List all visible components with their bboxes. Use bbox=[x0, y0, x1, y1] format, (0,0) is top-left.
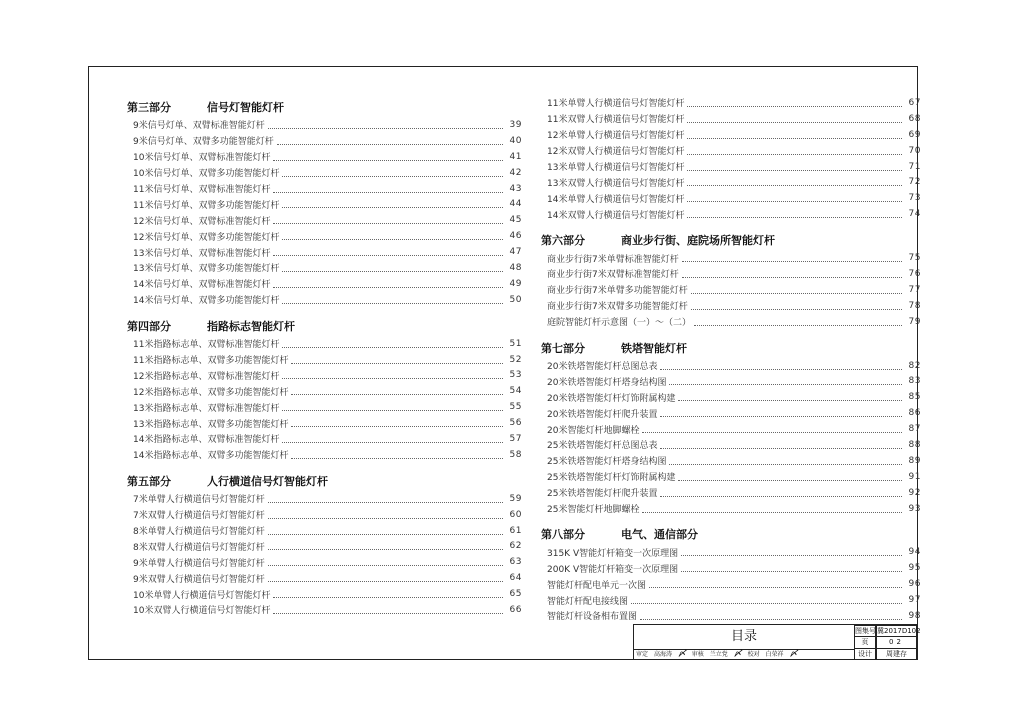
toc-entry-text: 20米智能灯杆地脚螺栓 bbox=[547, 425, 640, 436]
dot-leader bbox=[282, 264, 503, 272]
dot-leader bbox=[687, 194, 902, 202]
section-heading bbox=[541, 526, 921, 544]
section-title: 铁塔智能灯杆 bbox=[621, 341, 687, 355]
toc-entry-page: 41 bbox=[509, 151, 522, 162]
section-number: 第四部分 bbox=[127, 319, 171, 333]
dot-leader bbox=[268, 574, 503, 582]
toc-entry-page: 45 bbox=[509, 215, 522, 226]
toc-entry-text: 商业步行街7米双臂标准智能灯杆 bbox=[547, 270, 679, 281]
toc-entry-text: 13米信号灯单、双臂多功能智能灯杆 bbox=[133, 264, 280, 275]
toc-entry-page: 39 bbox=[509, 119, 522, 130]
toc-entry[interactable] bbox=[127, 212, 522, 228]
title-block-title: 目录 bbox=[634, 625, 855, 650]
dot-leader bbox=[694, 318, 902, 326]
section-heading bbox=[127, 99, 522, 117]
toc-entry[interactable] bbox=[127, 133, 522, 149]
toc-entry-text: 11米单臂人行横道信号灯智能灯杆 bbox=[547, 99, 685, 110]
dot-leader bbox=[687, 178, 902, 186]
toc-entry-page: 95 bbox=[908, 563, 921, 574]
toc-entry-page: 49 bbox=[509, 278, 522, 289]
toc-entry-text: 20米铁塔智能灯杆总图总表 bbox=[547, 362, 658, 373]
dot-leader bbox=[273, 280, 503, 288]
toc-entry-page: 55 bbox=[509, 402, 522, 413]
toc-entry-text: 9米双臂人行横道信号灯智能灯杆 bbox=[133, 574, 265, 585]
dot-leader bbox=[669, 377, 902, 385]
check-label: 审核 bbox=[691, 651, 704, 658]
dot-leader bbox=[291, 451, 503, 459]
toc-entry-page: 44 bbox=[509, 199, 522, 210]
dot-leader bbox=[273, 216, 503, 224]
toc-entry[interactable] bbox=[127, 491, 522, 507]
toc-entry-page: 63 bbox=[509, 557, 522, 568]
toc-entry[interactable] bbox=[541, 389, 921, 405]
toc-entry-text: 12米指路标志单、双臂标准智能灯杆 bbox=[133, 371, 280, 382]
toc-entry[interactable] bbox=[541, 159, 921, 175]
toc-entry-page: 53 bbox=[509, 370, 522, 381]
title-block bbox=[633, 624, 921, 660]
page-number: 02 bbox=[876, 636, 917, 649]
toc-entry[interactable] bbox=[127, 276, 522, 292]
review-label: 审定 bbox=[636, 651, 649, 658]
toc-entry-text: 7米单臂人行横道信号灯智能灯杆 bbox=[133, 495, 265, 506]
toc-entry[interactable] bbox=[127, 602, 522, 618]
toc-entry[interactable] bbox=[541, 544, 921, 560]
signature-row bbox=[634, 649, 854, 659]
toc-entry[interactable] bbox=[541, 111, 921, 127]
page-label: 页 bbox=[854, 636, 876, 649]
toc-entry-page: 94 bbox=[908, 547, 921, 558]
toc-entry[interactable] bbox=[127, 415, 522, 431]
toc-entry-page: 58 bbox=[509, 449, 522, 460]
toc-entry[interactable] bbox=[541, 373, 921, 389]
dot-leader bbox=[268, 121, 503, 129]
toc-entry-text: 10米单臂人行横道信号灯智能灯杆 bbox=[133, 590, 271, 601]
toc-entry-text: 智能灯杆配电接线图 bbox=[547, 596, 629, 607]
toc-entry[interactable] bbox=[541, 174, 921, 190]
toc-entry-text: 25米铁塔智能灯杆灯饰附属构建 bbox=[547, 473, 676, 484]
dot-leader bbox=[687, 131, 902, 139]
toc-entry-page: 51 bbox=[509, 338, 522, 349]
section-spacer bbox=[127, 308, 522, 314]
toc-entry-text: 智能灯杆设备相布置图 bbox=[547, 612, 638, 623]
toc-entry-page: 50 bbox=[509, 294, 522, 305]
toc-entry-text: 12米双臂人行横道信号灯智能灯杆 bbox=[547, 147, 685, 158]
section-title: 人行横道信号灯智能灯杆 bbox=[207, 474, 328, 488]
dot-leader bbox=[687, 163, 902, 171]
drawing-frame bbox=[88, 66, 921, 660]
section-spacer bbox=[127, 463, 522, 469]
designer-name: 周建存 bbox=[876, 648, 917, 660]
toc-entry[interactable] bbox=[127, 196, 522, 212]
toc-entry[interactable] bbox=[541, 421, 921, 437]
toc-entry-page: 59 bbox=[509, 493, 522, 504]
toc-entry[interactable] bbox=[127, 538, 522, 554]
toc-entry[interactable] bbox=[127, 292, 522, 308]
toc-entry-page: 61 bbox=[509, 525, 522, 536]
toc-entry[interactable] bbox=[127, 352, 522, 368]
toc-entry-page: 98 bbox=[908, 610, 921, 621]
toc-entry-page: 40 bbox=[509, 135, 522, 146]
section-heading bbox=[127, 318, 522, 336]
toc-entry-text: 9米信号灯单、双臂多功能智能灯杆 bbox=[133, 137, 274, 148]
checker-signature: 〆 bbox=[733, 649, 742, 658]
toc-entry-page: 92 bbox=[908, 487, 921, 498]
dot-leader bbox=[273, 606, 503, 614]
toc-entry-text: 11米信号灯单、双臂多功能智能灯杆 bbox=[133, 200, 280, 211]
toc-entry[interactable] bbox=[541, 453, 921, 469]
dot-leader bbox=[268, 527, 503, 535]
toc-entry-text: 25米铁塔智能灯杆塔身结构图 bbox=[547, 457, 667, 468]
dot-leader bbox=[282, 169, 503, 177]
toc-entry[interactable] bbox=[541, 250, 921, 266]
section-heading bbox=[541, 340, 921, 358]
toc-entry[interactable] bbox=[541, 592, 921, 608]
section-title: 指路标志智能灯杆 bbox=[207, 319, 295, 333]
toc-entry[interactable] bbox=[127, 165, 522, 181]
dot-leader bbox=[660, 409, 902, 417]
dot-leader bbox=[273, 248, 503, 256]
toc-entry-text: 14米信号灯单、双臂标准智能灯杆 bbox=[133, 280, 271, 291]
toc-entry-text: 11米指路标志单、双臂多功能智能灯杆 bbox=[133, 356, 289, 367]
toc-entry-page: 71 bbox=[908, 161, 921, 172]
toc-entry-page: 43 bbox=[509, 183, 522, 194]
section-number: 第三部分 bbox=[127, 101, 171, 114]
dot-leader bbox=[282, 232, 503, 240]
toc-entry-page: 48 bbox=[509, 262, 522, 273]
dot-leader bbox=[682, 270, 902, 278]
toc-entry-page: 97 bbox=[908, 595, 921, 606]
toc-entry[interactable] bbox=[127, 399, 522, 415]
toc-entry-page: 42 bbox=[509, 167, 522, 178]
toc-entry[interactable] bbox=[541, 560, 921, 576]
section-spacer bbox=[541, 330, 921, 336]
toc-entry[interactable] bbox=[127, 431, 522, 447]
dot-leader bbox=[669, 457, 902, 465]
toc-entry-text: 25米铁塔智能灯杆爬升装置 bbox=[547, 489, 658, 500]
dot-leader bbox=[268, 511, 503, 519]
toc-entry-text: 商业步行街7米双臂多功能智能灯杆 bbox=[547, 302, 688, 313]
toc-entry[interactable] bbox=[541, 485, 921, 501]
toc-entry[interactable] bbox=[541, 282, 921, 298]
toc-entry-page: 85 bbox=[908, 392, 921, 403]
toc-entry-text: 商业步行街7米单臂多功能智能灯杆 bbox=[547, 286, 688, 297]
dot-leader bbox=[273, 153, 503, 161]
toc-entry[interactable] bbox=[127, 367, 522, 383]
toc-entry-page: 76 bbox=[908, 268, 921, 279]
dot-leader bbox=[291, 356, 503, 364]
toc-entry-page: 79 bbox=[908, 316, 921, 327]
design-label: 设计 bbox=[854, 648, 876, 660]
toc-entry[interactable] bbox=[127, 260, 522, 276]
dot-leader bbox=[631, 596, 902, 604]
dot-leader bbox=[268, 558, 503, 566]
toc-entry-text: 11米指路标志单、双臂标准智能灯杆 bbox=[133, 340, 280, 351]
section-number: 第六部分 bbox=[541, 234, 585, 248]
toc-entry-text: 8米双臂人行横道信号灯智能灯杆 bbox=[133, 542, 265, 553]
dot-leader bbox=[282, 435, 503, 443]
toc-entry-text: 12米单臂人行横道信号灯智能灯杆 bbox=[547, 131, 685, 142]
toc-entry[interactable] bbox=[541, 501, 921, 517]
toc-entry[interactable] bbox=[541, 143, 921, 159]
dot-leader bbox=[642, 505, 902, 513]
toc-entry[interactable] bbox=[541, 266, 921, 282]
section-title: 信号灯智能灯杆 bbox=[207, 101, 284, 114]
section-spacer bbox=[127, 618, 522, 624]
dot-leader bbox=[282, 403, 503, 411]
toc-entry-page: 74 bbox=[908, 209, 921, 220]
dot-leader bbox=[268, 542, 503, 550]
toc-entry-text: 11米双臂人行横道信号灯智能灯杆 bbox=[547, 115, 685, 126]
toc-entry-text: 12米信号灯单、双臂多功能智能灯杆 bbox=[133, 232, 280, 243]
toc-entry-text: 200K V智能灯杆箱变一次原理图 bbox=[547, 564, 679, 575]
toc-entry-text: 商业步行街7米单臂标准智能灯杆 bbox=[547, 254, 679, 265]
section-title: 商业步行街、庭院场所智能灯杆 bbox=[621, 234, 775, 248]
section-number: 第七部分 bbox=[541, 341, 585, 355]
dot-leader bbox=[681, 548, 902, 556]
toc-left-column bbox=[127, 95, 522, 624]
toc-entry-page: 52 bbox=[509, 354, 522, 365]
toc-entry-page: 89 bbox=[908, 455, 921, 466]
toc-entry[interactable] bbox=[127, 383, 522, 399]
dot-leader bbox=[681, 564, 902, 572]
reviewer-name: 高海涛 bbox=[653, 651, 672, 658]
toc-entry[interactable] bbox=[541, 206, 921, 222]
section-title: 电气、通信部分 bbox=[621, 528, 698, 542]
toc-right-column bbox=[541, 95, 921, 630]
toc-entry[interactable] bbox=[541, 405, 921, 421]
toc-entry-page: 72 bbox=[908, 177, 921, 188]
toc-entry[interactable] bbox=[127, 149, 522, 165]
toc-entry-page: 87 bbox=[908, 424, 921, 435]
dot-leader bbox=[691, 302, 902, 310]
dot-leader bbox=[687, 147, 902, 155]
toc-entry-page: 77 bbox=[908, 284, 921, 295]
dot-leader bbox=[660, 441, 902, 449]
toc-entry[interactable] bbox=[541, 95, 921, 111]
toc-entry-text: 13米双臂人行横道信号灯智能灯杆 bbox=[547, 178, 685, 189]
toc-entry-page: 69 bbox=[908, 129, 921, 140]
toc-entry-text: 11米信号灯单、双臂标准智能灯杆 bbox=[133, 185, 271, 195]
checker-name: 兰立党 bbox=[709, 651, 728, 658]
dot-leader bbox=[649, 580, 902, 588]
toc-entry-text: 8米单臂人行横道信号灯智能灯杆 bbox=[133, 527, 265, 538]
toc-entry[interactable] bbox=[127, 570, 522, 586]
dot-leader bbox=[268, 495, 503, 503]
toc-entry[interactable] bbox=[127, 447, 522, 463]
toc-entry-page: 56 bbox=[509, 418, 522, 429]
toc-entry-text: 20米铁塔智能灯杆爬升装置 bbox=[547, 409, 658, 420]
toc-entry-text: 12米指路标志单、双臂多功能智能灯杆 bbox=[133, 387, 289, 398]
toc-entry-page: 67 bbox=[908, 97, 921, 108]
dot-leader bbox=[678, 393, 902, 401]
toc-entry-text: 10米信号灯单、双臂标准智能灯杆 bbox=[133, 153, 271, 164]
toc-entry[interactable] bbox=[541, 437, 921, 453]
toc-entry-text: 20米铁塔智能灯杆塔身结构图 bbox=[547, 377, 667, 388]
dot-leader bbox=[277, 137, 503, 145]
toc-entry-text: 25米铁塔智能灯杆总图总表 bbox=[547, 441, 658, 452]
toc-entry[interactable] bbox=[541, 469, 921, 485]
toc-entry-text: 13米指路标志单、双臂标准智能灯杆 bbox=[133, 403, 280, 414]
dot-leader bbox=[291, 387, 503, 395]
proofer-name: 白荣祥 bbox=[765, 651, 784, 658]
section-spacer bbox=[541, 222, 921, 228]
toc-entry[interactable] bbox=[127, 507, 522, 523]
toc-entry[interactable] bbox=[127, 523, 522, 539]
toc-entry-page: 93 bbox=[908, 503, 921, 514]
proofer-signature: 〆 bbox=[789, 649, 798, 658]
dot-leader bbox=[687, 210, 902, 218]
section-number: 第八部分 bbox=[541, 528, 585, 542]
toc-entry[interactable] bbox=[541, 576, 921, 592]
toc-entry[interactable] bbox=[541, 608, 921, 624]
toc-entry-page: 54 bbox=[509, 386, 522, 397]
toc-entry-text: 14米信号灯单、双臂多功能智能灯杆 bbox=[133, 296, 280, 307]
dot-leader bbox=[642, 425, 902, 433]
toc-entry-text: 25米智能灯杆地脚螺栓 bbox=[547, 505, 640, 516]
toc-entry-page: 83 bbox=[908, 376, 921, 387]
section-spacer bbox=[541, 516, 921, 522]
dot-leader bbox=[282, 340, 503, 348]
toc-entry-text: 14米单臂人行横道信号灯智能灯杆 bbox=[547, 194, 685, 205]
toc-entry[interactable] bbox=[541, 358, 921, 374]
toc-entry[interactable] bbox=[541, 314, 921, 330]
dot-leader bbox=[691, 286, 902, 294]
toc-entry-text: 9米信号灯单、双臂标准智能灯杆 bbox=[133, 121, 265, 132]
dot-leader bbox=[682, 254, 902, 262]
toc-entry-text: 智能灯杆配电单元一次图 bbox=[547, 580, 647, 591]
toc-entry-text: 13米单臂人行横道信号灯智能灯杆 bbox=[547, 163, 685, 173]
dot-leader bbox=[291, 419, 503, 427]
dot-leader bbox=[687, 99, 902, 107]
dot-leader bbox=[282, 371, 503, 379]
toc-entry-text: 10米信号灯单、双臂多功能智能灯杆 bbox=[133, 169, 280, 180]
toc-entry[interactable] bbox=[127, 117, 522, 133]
section-heading bbox=[541, 232, 921, 250]
dot-leader bbox=[678, 473, 902, 481]
atlas-label: 图集号 bbox=[855, 627, 876, 635]
dot-leader bbox=[660, 362, 902, 370]
toc-entry-page: 68 bbox=[908, 113, 921, 124]
toc-entry-page: 86 bbox=[908, 408, 921, 419]
toc-entry-page: 60 bbox=[509, 509, 522, 520]
toc-entry-text: 20米铁塔智能灯杆灯饰附属构建 bbox=[547, 393, 676, 404]
toc-entry-text: 14米指路标志单、双臂标准智能灯杆 bbox=[133, 435, 280, 446]
section-heading bbox=[127, 473, 522, 491]
toc-entry[interactable] bbox=[541, 127, 921, 143]
reviewer-signature: 〆 bbox=[677, 649, 686, 658]
dot-leader bbox=[640, 612, 902, 620]
toc-entry-page: 73 bbox=[908, 193, 921, 204]
toc-entry-page: 62 bbox=[509, 541, 522, 552]
section-number: 第五部分 bbox=[127, 474, 171, 488]
toc-entry-page: 75 bbox=[908, 253, 921, 264]
dot-leader bbox=[273, 590, 503, 598]
toc-entry-page: 70 bbox=[908, 145, 921, 156]
atlas-number: 冀2017D102 bbox=[877, 627, 921, 635]
toc-entry[interactable] bbox=[541, 190, 921, 206]
dot-leader bbox=[282, 296, 503, 304]
toc-entry[interactable] bbox=[541, 298, 921, 314]
toc-entry[interactable] bbox=[127, 586, 522, 602]
toc-entry-text: 315K V智能灯杆箱变一次原理图 bbox=[547, 548, 679, 559]
dot-leader bbox=[687, 115, 902, 123]
toc-entry-text: 庭院智能灯杆示意图（一）～（二） bbox=[547, 318, 692, 329]
toc-entry-text: 9米单臂人行横道信号灯智能灯杆 bbox=[133, 558, 265, 569]
toc-entry-text: 13米指路标志单、双臂多功能智能灯杆 bbox=[133, 419, 289, 430]
toc-entry[interactable] bbox=[127, 244, 522, 260]
toc-entry-page: 47 bbox=[509, 247, 522, 258]
toc-entry[interactable] bbox=[127, 554, 522, 570]
toc-entry-text: 13米信号灯单、双臂标准智能灯杆 bbox=[133, 248, 271, 259]
toc-entry-page: 78 bbox=[908, 300, 921, 311]
toc-entry-page: 82 bbox=[908, 360, 921, 371]
dot-leader bbox=[660, 489, 902, 497]
toc-entry-page: 46 bbox=[509, 231, 522, 242]
toc-entry-text: 10米双臂人行横道信号灯智能灯杆 bbox=[133, 606, 271, 617]
toc-entry-page: 66 bbox=[509, 604, 522, 615]
toc-entry-page: 91 bbox=[908, 471, 921, 482]
dot-leader bbox=[273, 185, 503, 193]
toc-entry[interactable] bbox=[127, 181, 522, 197]
toc-entry-page: 57 bbox=[509, 433, 522, 444]
toc-entry-page: 65 bbox=[509, 589, 522, 600]
toc-entry-page: 64 bbox=[509, 573, 522, 584]
proof-label: 校对 bbox=[747, 651, 760, 658]
toc-entry[interactable] bbox=[127, 336, 522, 352]
toc-entry-text: 14米指路标志单、双臂多功能智能灯杆 bbox=[133, 451, 289, 462]
toc-entry[interactable] bbox=[127, 228, 522, 244]
toc-entry-text: 14米双臂人行横道信号灯智能灯杆 bbox=[547, 210, 685, 221]
toc-entry-page: 96 bbox=[908, 579, 921, 590]
toc-entry-page: 88 bbox=[908, 439, 921, 450]
toc-entry-text: 12米信号灯单、双臂标准智能灯杆 bbox=[133, 216, 271, 227]
toc-entry-text: 7米双臂人行横道信号灯智能灯杆 bbox=[133, 511, 265, 522]
dot-leader bbox=[282, 200, 503, 208]
